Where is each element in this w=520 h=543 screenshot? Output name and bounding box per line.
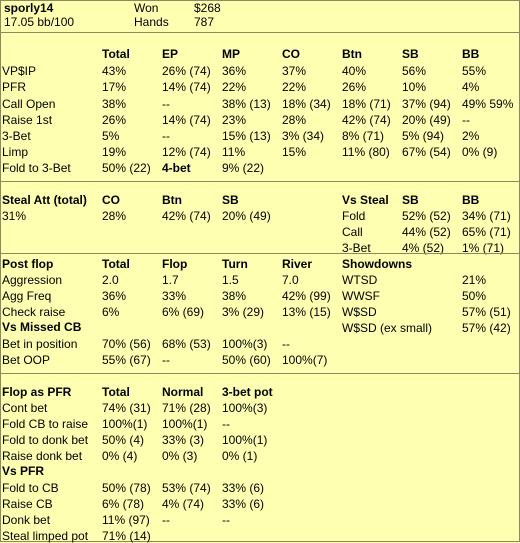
stat-cell: 15% (13) (222, 129, 271, 143)
showdown-label-wwsf: WWSF (342, 289, 380, 303)
stat-cell: 28% (102, 209, 127, 223)
stat-cell: 100%(7) (282, 353, 328, 367)
stat-cell: 42% (74) (162, 209, 211, 223)
stat-cell: 6% (102, 305, 120, 319)
steal-col-btn: Btn (162, 193, 182, 207)
stat-cell: 22% (282, 80, 307, 94)
stat-cell: 33% (6) (222, 481, 265, 495)
stat-cell: -- (282, 337, 290, 351)
row-label-steal-limped-pot: Steal limped pot (2, 529, 89, 543)
stat-cell: 100%(1) (162, 417, 208, 431)
stat-cell: 20% (49) (222, 209, 271, 223)
row-label-raise-cb: Raise CB (2, 497, 53, 511)
stat-cell: 55% (462, 64, 487, 78)
flop-pfr-col-3bet-pot: 3-bet pot (222, 385, 273, 399)
row-label-raise-1st: Raise 1st (2, 113, 53, 127)
stat-cell: 56% (402, 64, 427, 78)
stat-cell: 3% (29) (222, 305, 265, 319)
stat-cell: 71% (28) (162, 401, 211, 415)
vs-steal-label-fold: Fold (342, 209, 366, 223)
stat-cell: 42% (74) (342, 113, 391, 127)
stat-cell: 5% (94) (402, 129, 445, 143)
postflop-col-flop: Flop (162, 257, 188, 271)
stat-cell: 18% (71) (342, 97, 391, 111)
stat-cell: 23% (222, 113, 247, 127)
stat-cell: 26% (74) (162, 64, 211, 78)
stat-cell: 38% (13) (222, 97, 271, 111)
steal-col-sb: SB (222, 193, 239, 207)
row-label-limp: Limp (2, 145, 29, 159)
stat-cell: 67% (54) (402, 145, 451, 159)
won-value: $268 (194, 1, 221, 15)
stat-cell: 42% (99) (282, 289, 331, 303)
stat-cell: 0% (1) (222, 449, 258, 463)
row-label-check-raise: Check raise (2, 305, 66, 319)
stat-cell: -- (222, 417, 230, 431)
col-btn: Btn (342, 47, 362, 61)
row-label-bet-in-position: Bet in position (2, 337, 78, 351)
stat-cell: 50% (22) (102, 161, 151, 175)
stat-cell: 74% (31) (102, 401, 151, 415)
stat-cell: 6% (69) (162, 305, 205, 319)
stat-cell: 18% (34) (282, 97, 331, 111)
row-label-cont-bet: Cont bet (2, 401, 48, 415)
stat-cell: -- (222, 513, 230, 527)
steal-title: Steal Att (total) (2, 193, 87, 207)
won-label: Won (134, 1, 159, 15)
stat-cell: 1.5 (222, 273, 239, 287)
stat-cell: 1% (71) (462, 241, 505, 255)
stat-cell: 8% (71) (342, 129, 385, 143)
stat-cell: 36% (222, 64, 247, 78)
stat-cell: 33% (162, 289, 187, 303)
hands-label: Hands (134, 15, 169, 29)
col-ep: EP (162, 47, 179, 61)
row-label-bet-oop: Bet OOP (2, 353, 51, 367)
stat-cell: 4% (52) (402, 241, 445, 255)
stat-cell: -- (162, 353, 170, 367)
stat-cell: 14% (74) (162, 113, 211, 127)
stat-cell: 68% (53) (162, 337, 211, 351)
row-label-3bet: 3-Bet (2, 129, 31, 143)
stat-cell: 5% (102, 129, 120, 143)
postflop-title: Post flop (2, 257, 54, 271)
steal-total: 31% (2, 209, 27, 223)
showdowns-title: Showdowns (342, 257, 412, 271)
stat-cell: 26% (342, 80, 367, 94)
flop-pfr-title: Flop as PFR (2, 385, 72, 399)
stat-cell: 50% (78) (102, 481, 151, 495)
stat-cell: -- (162, 129, 170, 143)
stat-cell: 57% (51) (462, 305, 511, 319)
stat-cell: 20% (49) (402, 113, 451, 127)
col-co: CO (282, 47, 300, 61)
stat-cell: 10% (402, 80, 427, 94)
stat-cell: 1.7 (162, 273, 179, 287)
postflop-col-turn: Turn (222, 257, 248, 271)
four-bet-label: 4-bet (162, 161, 191, 175)
row-label-pfr: PFR (2, 80, 26, 94)
stat-cell: 11% (80) (342, 145, 390, 159)
player-name: sporly14 (4, 1, 54, 15)
stat-cell: 50% (60) (222, 353, 271, 367)
divider (1, 32, 519, 33)
showdown-label-wsd-ex-small: W$SD (ex small) (342, 321, 433, 335)
stat-cell: 36% (102, 289, 127, 303)
stat-cell: 100%(1) (222, 433, 268, 447)
stat-cell: 44% (52) (402, 225, 451, 239)
steal-col-co: CO (102, 193, 120, 207)
stat-cell: 53% (74) (162, 481, 211, 495)
stat-cell: -- (162, 513, 170, 527)
stat-cell: 6% (78) (102, 497, 145, 511)
stat-cell: 49% 59% (462, 97, 514, 111)
postflop-col-total: Total (102, 257, 130, 271)
stat-cell: 33% (3) (162, 433, 205, 447)
stat-cell: 11% (222, 145, 246, 159)
vs-steal-title: Vs Steal (342, 193, 389, 207)
stat-cell: 14% (74) (162, 80, 211, 94)
stat-cell: 50% (462, 289, 487, 303)
vs-steal-label-call: Call (342, 225, 363, 239)
flop-pfr-col-total: Total (102, 385, 130, 399)
stat-cell: 3% (34) (282, 129, 325, 143)
stat-cell: 71% (14) (102, 529, 151, 543)
stat-cell: 15% (282, 145, 307, 159)
showdown-label-wtsd: WTSD (342, 273, 378, 287)
flop-pfr-col-normal: Normal (162, 385, 204, 399)
stat-cell: 40% (342, 64, 367, 78)
stat-cell: -- (162, 97, 170, 111)
stat-cell: 13% (15) (282, 305, 331, 319)
vs-steal-col-bb: BB (462, 193, 480, 207)
stat-cell: 17% (102, 80, 127, 94)
stat-cell: 55% (67) (102, 353, 151, 367)
stat-cell: 43% (102, 64, 127, 78)
row-label-raise-donk-bet: Raise donk bet (2, 449, 83, 463)
col-total: Total (102, 47, 130, 61)
stat-cell: 26% (102, 113, 127, 127)
stat-cell: 28% (282, 113, 307, 127)
stat-cell: 50% (4) (102, 433, 145, 447)
missed-cb-title: Vs Missed CB (2, 320, 82, 334)
row-label-aggression: Aggression (2, 273, 63, 287)
stat-cell: 37% (282, 64, 307, 78)
stat-cell: 0% (3) (162, 449, 198, 463)
stat-cell: 34% (71) (462, 209, 511, 223)
stat-cell: 2% (462, 129, 480, 143)
col-bb: BB (462, 47, 480, 61)
stat-cell: 21% (462, 273, 487, 287)
stat-cell: 65% (71) (462, 225, 511, 239)
stat-cell: -- (462, 113, 470, 127)
stat-cell: 100%(1) (102, 417, 148, 431)
bb100-rate: 17.05 bb/100 (4, 15, 75, 29)
stat-cell: 19% (102, 145, 127, 159)
stat-cell: 52% (52) (402, 209, 451, 223)
row-label-fold-to-donk-bet: Fold to donk bet (2, 433, 89, 447)
col-sb: SB (402, 47, 419, 61)
hands-value: 787 (194, 15, 215, 29)
divider (1, 373, 519, 374)
divider (1, 181, 519, 182)
stat-cell: 100%(3) (222, 337, 268, 351)
vs-steal-col-sb: SB (402, 193, 419, 207)
showdown-label-wsd: W$SD (342, 305, 377, 319)
vs-pfr-title: Vs PFR (2, 464, 45, 478)
stat-cell: 38% (222, 289, 247, 303)
stat-cell: 22% (222, 80, 247, 94)
stat-cell: 38% (102, 97, 127, 111)
stat-cell: 4% (462, 80, 480, 94)
stat-cell: 9% (22) (222, 161, 265, 175)
row-label-fold-to-cb: Fold to CB (2, 481, 59, 495)
stat-cell: 12% (74) (162, 145, 211, 159)
stat-cell: 7.0 (282, 273, 299, 287)
row-label-agg-freq: Agg Freq (2, 289, 52, 303)
row-label-vpip: VP$IP (2, 64, 37, 78)
divider (1, 253, 519, 254)
stat-cell: 70% (56) (102, 337, 151, 351)
stat-cell: 0% (9) (462, 145, 498, 159)
stat-cell: 57% (42) (462, 321, 511, 335)
stat-cell: 4% (74) (162, 497, 205, 511)
stat-cell: 0% (4) (102, 449, 138, 463)
row-label-donk-bet: Donk bet (2, 513, 51, 527)
stat-cell: 100%(3) (222, 401, 268, 415)
stat-cell: 11% (97) (102, 513, 150, 527)
stat-cell: 33% (6) (222, 497, 265, 511)
stat-cell: 2.0 (102, 273, 119, 287)
postflop-col-river: River (282, 257, 313, 271)
stat-cell: 37% (94) (402, 97, 451, 111)
col-mp: MP (222, 47, 240, 61)
row-label-call-open: Call Open (2, 97, 56, 111)
row-label-fold-to-3bet: Fold to 3-Bet (2, 161, 71, 175)
row-label-fold-cb-to-raise: Fold CB to raise (2, 417, 89, 431)
vs-steal-label-3bet: 3-Bet (342, 241, 371, 255)
